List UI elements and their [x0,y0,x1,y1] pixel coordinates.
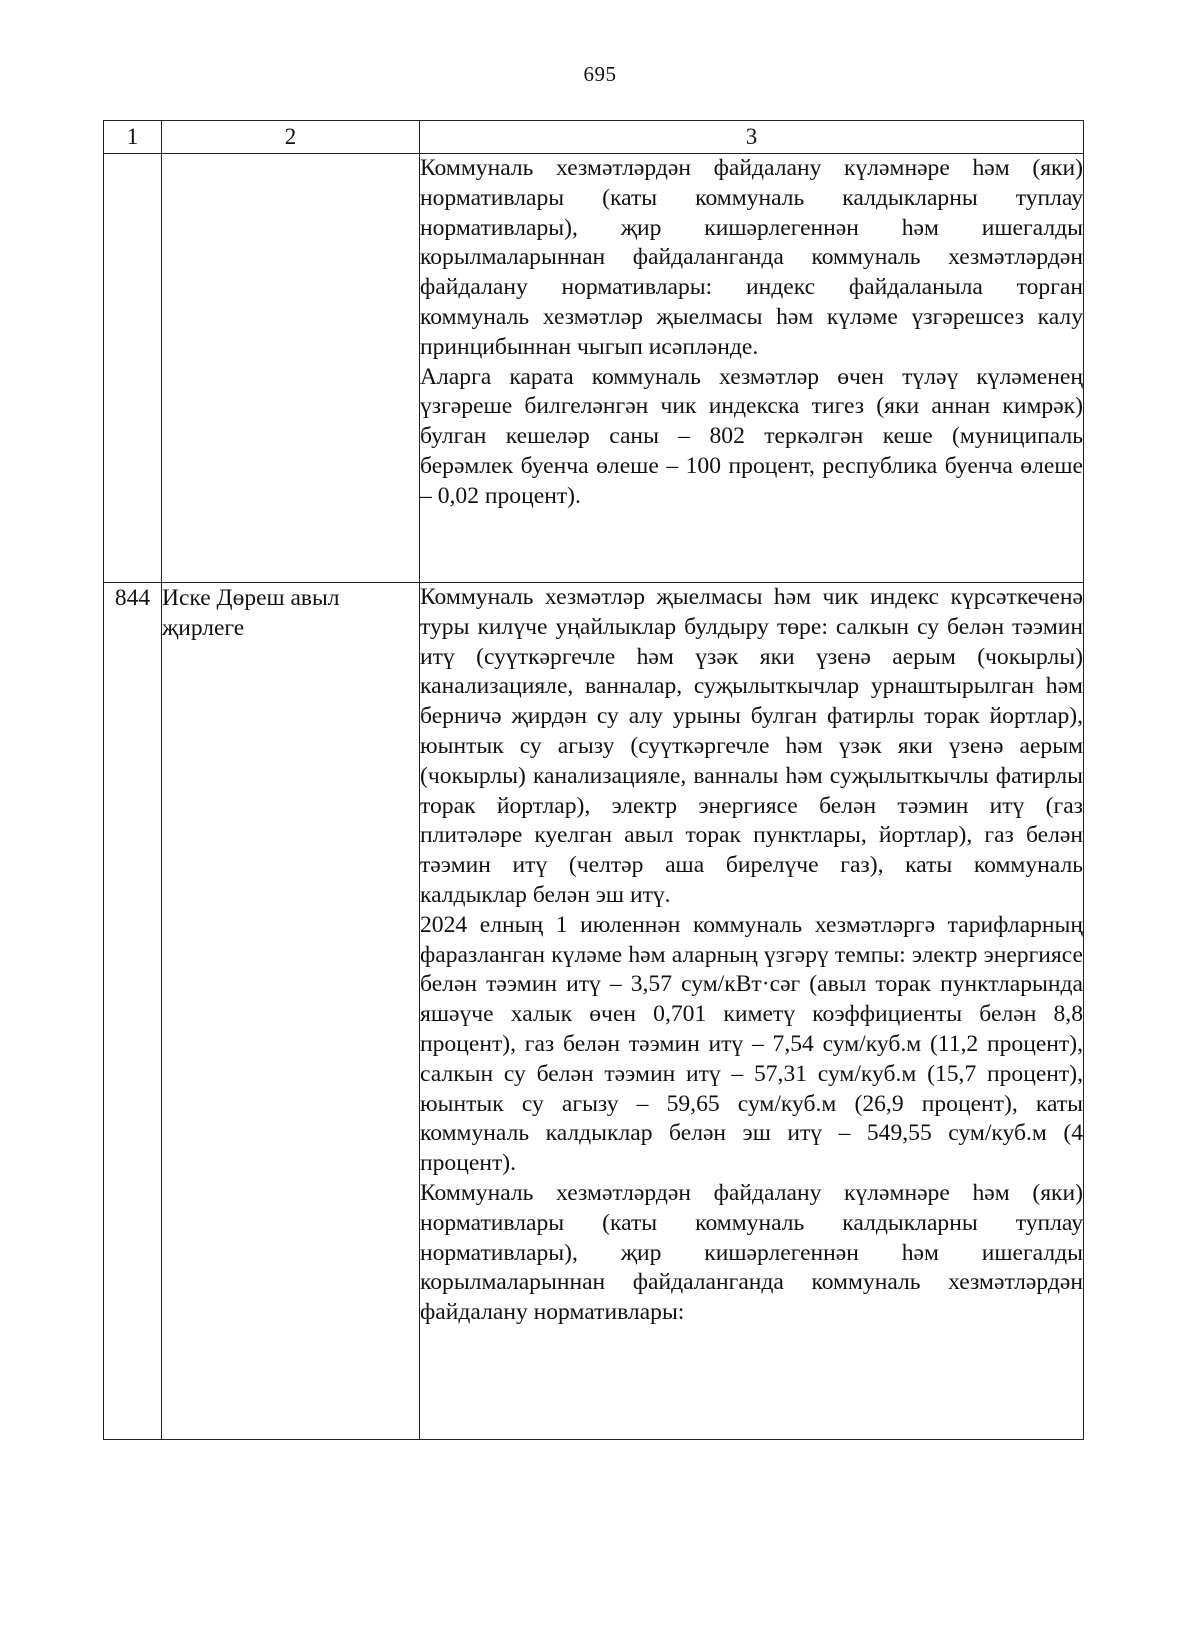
column-header-name: 2 [162,121,420,154]
row-number-cell: 844 [104,583,162,1440]
description-paragraph: Коммуналь хезмәтләрдән файдалану күләмнәре һәм (яки) нормативлары (каты коммуналь калдыкларны туплау нормативлары), җир кишәрлегеннән һәм ишегалды корылмаларыннан файдаланганда коммуналь хезмәтләрдән файдалану нормативлары: индекс файдаланыла торган коммуналь хезмәтләр җыелмасы һәм күләме үзгәрешсез калу принцибыннан чыгып исәпләнде. [420,155,1083,360]
description-paragraph: Аларга карата коммуналь хезмәтләр өчен түләү күләменең үзгәреше билгеләнгән чик индекска тигез (яки аннан кимрәк) булган кешеләр саны – 802 теркәлгән кеше (муниципаль берәмлек буенча өлеше – 100 процент, республика буенча өлеше – 0,02 процент). [420,363,1083,509]
table-row [104,583,1084,1440]
table-header-row [104,121,1084,154]
description-paragraph: 2024 елның 1 июленнән коммуналь хезмәтләргә тарифларның фаразланган күләме һәм аларның үзгәрү темпы: электр энергиясе белән тәэмин итү – 3,57 сум/кВт·сәг (авыл торак пунктларында яшәүче халык өчен 0,701 киметү коэффициенты белән 8,8 процент), газ белән тәэмин итү – 7,54 сум/куб.м (11,2 процент), салкын су белән тәэмин итү – 57,31 сум/куб.м (15,7 процент), юынтык су агызу – 59,65 сум/куб.м (26,9 процент), каты коммуналь калдыклар белән эш итү – 549,55 сум/куб.м (4 процент). [420,911,1083,1177]
column-header-number: 1 [104,121,162,154]
document-table [103,120,1084,1440]
description-paragraph: Коммуналь хезмәтләр җыелмасы һәм чик индекс күрсәткеченә туры килүче уңайлыклар булдыру төре: салкын су белән тәэмин итү (суүткәргечле һәм үзәк яки үзенә аерым (чокырлы) канализацияле, ванналар, суҗылыткычлар урнаштырылган һәм берничә җирдән су алу урыны булган фатирлы торак йортлар), юынтык су агызу (суүткәргечле һәм үзәк яки үзенә аерым (чокырлы) канализацияле, ванналы һәм суҗылыткычлы фатирлы торак йортлар), электр энергиясе белән тәэмин итү (газ плитәләре куелган авыл торак пунктлары, йортлар), газ белән тәэмин итү (челтәр аша бирелүче газ), каты коммуналь калдыклар белән эш итү. [420,584,1083,908]
row-description-cell [420,154,1084,583]
column-header-description: 3 [420,121,1084,154]
table-row [104,154,1084,583]
row-number-cell [104,154,162,583]
page-number: 695 [583,62,617,86]
row-description-cell [420,583,1084,1440]
row-name-cell: Иске Дөреш авыл җирлеге [162,583,420,1440]
row-name-cell [162,154,420,583]
description-paragraph: Коммуналь хезмәтләрдән файдалану күләмнәре һәм (яки) нормативлары (каты коммуналь калдыкларны туплау нормативлары), җир кишәрлегеннән һәм ишегалды корылмаларыннан файдаланганда коммуналь хезмәтләрдән файдалану нормативлары: [420,1179,1083,1326]
